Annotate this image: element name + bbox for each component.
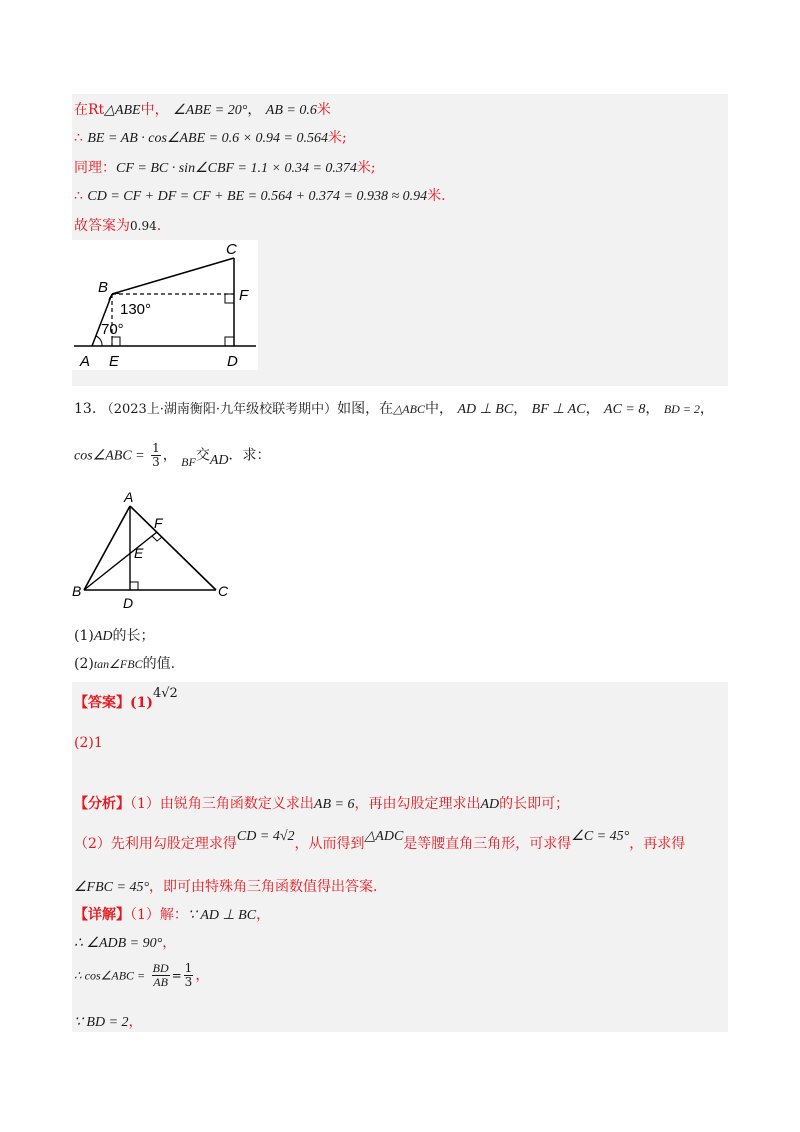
figure-trapezoid bbox=[72, 240, 258, 370]
answer-line: 【答案】(1)4√2 bbox=[74, 686, 178, 711]
label-b: B bbox=[72, 583, 82, 599]
label-c: C bbox=[218, 583, 229, 599]
label-d: D bbox=[123, 595, 134, 611]
segment-ab bbox=[84, 506, 130, 590]
prev-line-5: 故答案为0.94. bbox=[74, 218, 162, 234]
segment-bf bbox=[84, 532, 157, 590]
analysis-line-2: （2）先利用勾股定理求得CD = 4√2，从而得到△ADC是等腰直角三角形，可求得∠C = 45°，再求得 bbox=[74, 829, 686, 852]
detail-line-3: ∴ cos∠ABC = $\frac{BD}{AB}$ = $\frac{1}{3}$ ， bbox=[74, 961, 210, 989]
detail-line-1: 【详解】（1）解：∵ AD ⊥ BC， bbox=[74, 907, 271, 923]
label-d: D bbox=[227, 353, 238, 370]
label-c: C bbox=[226, 241, 237, 258]
label-f: F bbox=[154, 515, 163, 531]
label-e: E bbox=[134, 545, 144, 561]
label-a: A bbox=[80, 353, 91, 370]
prev-line-1: 在Rt△ABE中， ∠ABE = 20°， AB = 0.6米 bbox=[74, 102, 331, 118]
analysis-line-3: ∠FBC = 45°，即可由特殊角三角函数值得出答案. bbox=[74, 879, 378, 895]
label-f: F bbox=[239, 287, 249, 304]
sub-question-1: (1)AD的长； bbox=[74, 628, 155, 644]
question-13-line-1: 13. （2023上·湖南衡阳·九年级校联考期中）如图，在△ABC中， AD ⊥ BC， BF ⊥ AC， AC = 8， BD = 2， bbox=[74, 401, 714, 417]
question-13-line-2: cos∠ABC = $\frac{1}{3}$ ， BF交AD．求： bbox=[74, 441, 271, 469]
answer-part-2: (2)1 bbox=[74, 735, 103, 751]
prev-line-2: ∴ BE = AB · cos∠ABE = 0.6 × 0.94 = 0.564米; bbox=[74, 130, 347, 146]
detail-line-2: ∴ ∠ADB = 90°， bbox=[74, 935, 177, 951]
prev-line-3: 同理：CF = BC · sin∠CBF = 1.1 × 0.34 = 0.374米; bbox=[74, 160, 376, 176]
label-e: E bbox=[109, 353, 120, 370]
label-angle-70: 70° bbox=[101, 321, 124, 338]
prev-line-4: ∴ CD = CF + DF = CF + BE = 0.564 + 0.374 = 0.938 ≈ 0.94米. bbox=[74, 188, 446, 204]
label-b: B bbox=[98, 279, 109, 296]
fraction-one-third: $\frac{1}{3}$ bbox=[152, 441, 160, 469]
detail-line-4: ∵ BD = 2， bbox=[74, 1014, 143, 1030]
label-a: A bbox=[124, 489, 134, 505]
fraction-bd-ab: $\frac{BD}{AB}$ bbox=[152, 961, 169, 989]
fraction-one-third-detail: $\frac{1}{3}$ bbox=[184, 961, 193, 989]
label-angle-130: 130° bbox=[120, 301, 152, 318]
right-angle-d bbox=[130, 582, 138, 590]
analysis-line-1: 【分析】（1）由锐角三角函数定义求出AB = 6，再由勾股定理求出AD的长即可； bbox=[74, 796, 570, 812]
figure-triangle-abc bbox=[68, 488, 238, 612]
sub-question-2: (2)tan∠FBC的值. bbox=[74, 656, 176, 672]
